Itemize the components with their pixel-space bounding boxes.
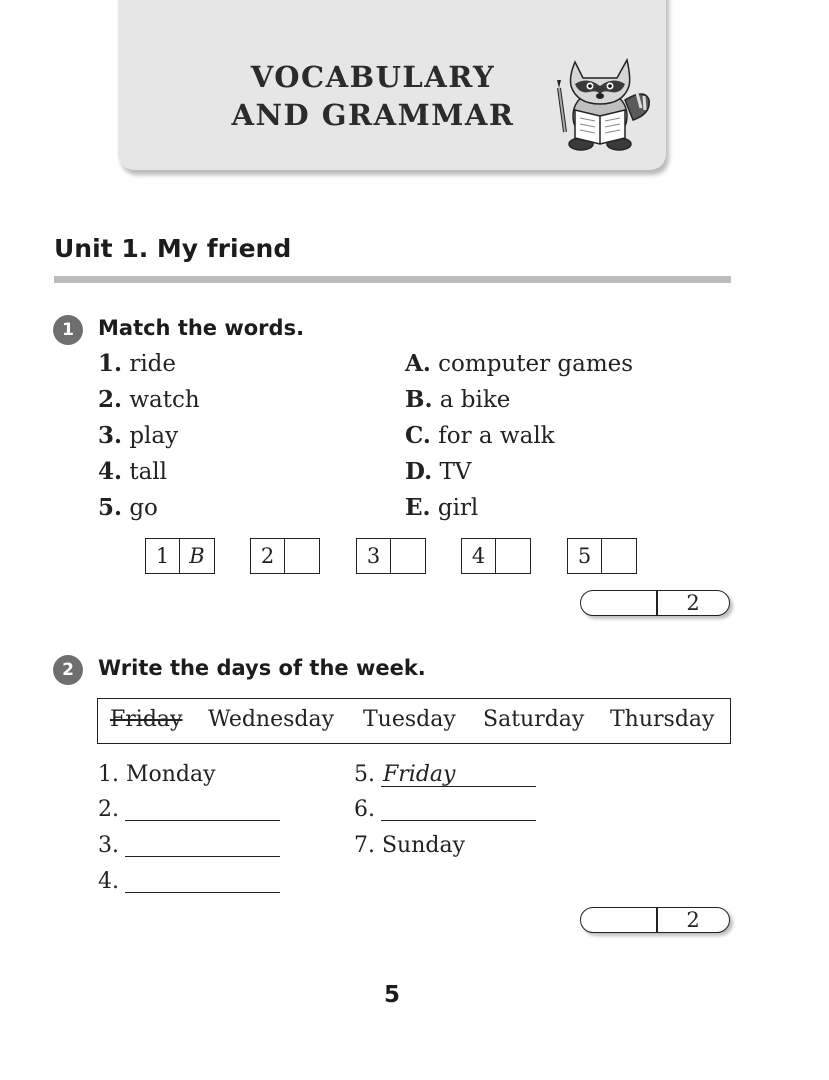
- answer-box-input[interactable]: [602, 539, 636, 573]
- page-number: 5: [383, 982, 400, 1008]
- exercise-1-number-badge: 1: [53, 315, 83, 345]
- exercise-2-number-badge: 2: [53, 655, 83, 685]
- answer-box-3: [356, 538, 426, 574]
- section-title-line2: AND GRAMMAR: [231, 98, 515, 132]
- word-bank-item: Wednesday: [208, 707, 335, 732]
- match-left-item: 3. play: [98, 422, 179, 449]
- answer-line-3[interactable]: [125, 856, 280, 857]
- answer-line-5[interactable]: [381, 786, 536, 787]
- match-right-item: C. for a walk: [405, 422, 555, 449]
- word-bank-item: Tuesday: [363, 707, 456, 732]
- match-left-item: 4. tall: [98, 458, 167, 485]
- match-right-item: A. computer games: [405, 350, 634, 377]
- match-left-item: 1. ride: [98, 350, 177, 377]
- match-left-item: 5. go: [98, 494, 158, 521]
- answer-box-2: [250, 538, 320, 574]
- raccoon-reading-icon: [545, 48, 653, 154]
- exercise-2-title: Write the days of the week.: [98, 656, 426, 680]
- match-right-item: B. a bike: [405, 386, 511, 413]
- answer-box-input[interactable]: [391, 539, 425, 573]
- exercise-1-score-box[interactable]: [580, 590, 730, 616]
- filled-answer-5: Friday: [383, 762, 456, 787]
- answer-box-4: [461, 538, 531, 574]
- exercise-2-score-box[interactable]: [580, 907, 730, 933]
- answer-line-6[interactable]: [381, 820, 536, 821]
- word-bank-item: Friday: [110, 707, 183, 732]
- day-line-6: 6.: [354, 797, 375, 822]
- day-line-5: 5.: [354, 762, 375, 787]
- day-line-7: 7. Sunday: [354, 833, 466, 858]
- answer-line-2[interactable]: [125, 820, 280, 821]
- day-line-1: 1. Monday: [98, 762, 216, 787]
- day-line-4: 4.: [98, 869, 119, 894]
- unit-divider: [54, 276, 731, 283]
- answer-box-1: [145, 538, 215, 574]
- exercise-1-title: Match the words.: [98, 316, 305, 340]
- answer-line-4[interactable]: [125, 892, 280, 893]
- answer-box-number: 4: [462, 539, 496, 573]
- unit-title: Unit 1. My friend: [54, 234, 292, 263]
- answer-box-number: 2: [251, 539, 285, 573]
- section-title-line1: VOCABULARY: [250, 60, 496, 94]
- answer-box-input[interactable]: B: [189, 544, 205, 568]
- answer-box-number: 3: [357, 539, 391, 573]
- match-right-item: D. TV: [405, 458, 472, 485]
- word-bank-box: [97, 698, 731, 744]
- answer-box-number: 1: [146, 539, 180, 573]
- day-line-2: 2.: [98, 797, 119, 822]
- match-right-item: E. girl: [405, 494, 479, 521]
- score-value: 2: [686, 908, 700, 932]
- word-bank-item: Saturday: [483, 707, 585, 732]
- score-value: 2: [686, 591, 700, 615]
- answer-box-input[interactable]: [496, 539, 530, 573]
- word-bank-item: Thursday: [610, 707, 715, 732]
- match-left-item: 2. watch: [98, 386, 200, 413]
- answer-box-input[interactable]: [285, 539, 319, 573]
- day-line-3: 3.: [98, 833, 119, 858]
- answer-box-5: [567, 538, 637, 574]
- answer-box-number: 5: [568, 539, 602, 573]
